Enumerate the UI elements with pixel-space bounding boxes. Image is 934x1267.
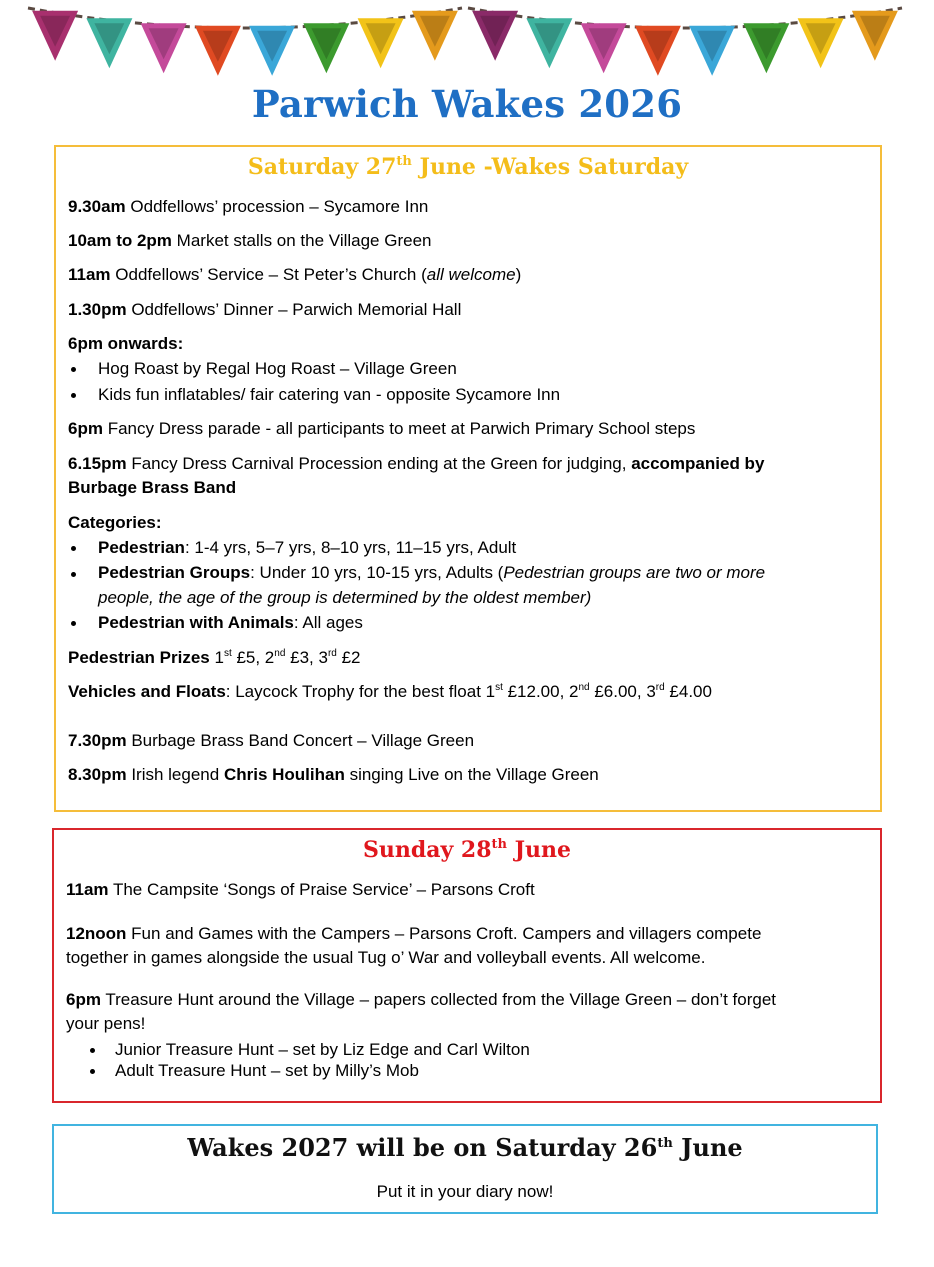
bunting-flag (526, 18, 572, 68)
schedule-item-treasure-hunt: 6pm Treasure Hunt around the Village – papers collected from the Village Green – don’t forget (66, 990, 777, 1009)
schedule-item-procession: 9.30am Oddfellows’ procession – Sycamore Inn (68, 197, 429, 216)
sunday-section (52, 828, 882, 1103)
bunting-flag (249, 26, 295, 76)
bunting-flag (412, 11, 458, 61)
bullet-icon (71, 546, 76, 551)
schedule-item-fun-games: 12noon Fun and Games with the Campers – Parsons Croft. Campers and villagers compete (66, 924, 762, 943)
bunting-flag (86, 18, 132, 68)
list-item: Hog Roast by Regal Hog Roast – Village Green (98, 359, 457, 378)
list-item: Kids fun inflatables/ fair catering van - opposite Sycamore Inn (98, 385, 561, 404)
schedule-item-songs-of-praise: 11am The Campsite ‘Songs of Praise Service’ – Parsons Croft (66, 880, 535, 899)
schedule-item-singer: 8.30pm Irish legend Chris Houlihan singing Live on the Village Green (68, 765, 599, 784)
bullet-icon (71, 393, 76, 398)
categories-heading: Categories: (68, 513, 162, 532)
bunting-flag (303, 23, 349, 73)
bullet-icon (90, 1048, 95, 1053)
bunting-flag (472, 11, 518, 61)
bunting-flag (32, 11, 78, 61)
list-item: Pedestrian: 1-4 yrs, 5–7 yrs, 8–10 yrs, 11–15 yrs, Adult (98, 538, 517, 557)
next-year-section (52, 1124, 878, 1214)
list-item: Adult Treasure Hunt – set by Milly’s Mob (115, 1061, 419, 1080)
schedule-item-market: 10am to 2pm Market stalls on the Village Green (68, 231, 432, 250)
bunting-decoration (0, 0, 934, 92)
schedule-item-treasure-hunt-cont: your pens! (66, 1014, 146, 1033)
next-year-title: Wakes 2027 will be on Saturday 26th June (187, 1133, 743, 1162)
bullet-icon (71, 572, 76, 577)
schedule-item-fun-games-cont: together in games alongside the usual Tug o’ War and volleyball events. All welcome. (66, 948, 706, 967)
page-title: Parwich Wakes 2026 (251, 82, 683, 126)
sunday-title: Sunday 28th June (362, 837, 572, 863)
bullet-icon (90, 1069, 95, 1074)
schedule-item-evening-heading: 6pm onwards: (68, 334, 184, 353)
list-item: Junior Treasure Hunt – set by Liz Edge and Carl Wilton (115, 1040, 530, 1059)
vehicles-floats-prizes: Vehicles and Floats: Laycock Trophy for the best float 1st £12.00, 2nd £6.00, 3rd £4.00 (68, 682, 712, 701)
schedule-item-carnival: 6.15pm Fancy Dress Carnival Procession ending at the Green for judging, accompanied by (68, 454, 765, 473)
schedule-item-dinner: 1.30pm Oddfellows’ Dinner – Parwich Memorial Hall (68, 300, 462, 319)
bullet-icon (71, 367, 76, 372)
schedule-item-fancy-dress: 6pm Fancy Dress parade - all participants to meet at Parwich Primary School steps (68, 419, 696, 438)
list-item: Pedestrian Groups: Under 10 yrs, 10-15 yrs, Adults (Pedestrian groups are two or more (98, 563, 766, 582)
bunting-flag (581, 23, 627, 73)
diary-note: Put it in your diary now! (376, 1182, 554, 1201)
schedule-item-carnival-cont: Burbage Brass Band (68, 478, 237, 497)
saturday-section (54, 145, 882, 812)
schedule-item-service: 11am Oddfellows’ Service – St Peter’s Church (all welcome) (68, 265, 522, 284)
bunting-flag (635, 26, 681, 76)
bunting-flag (798, 18, 844, 68)
bunting-flag (743, 23, 789, 73)
saturday-title: Saturday 27th June -Wakes Saturday (247, 154, 689, 180)
bunting-flag (358, 18, 404, 68)
bullet-icon (71, 621, 76, 626)
pedestrian-prizes: Pedestrian Prizes 1st £5, 2nd £3, 3rd £2 (68, 648, 361, 667)
list-item: Pedestrian with Animals: All ages (98, 613, 363, 632)
bunting-flag (689, 26, 735, 76)
bunting-flag (852, 11, 898, 61)
schedule-item-concert: 7.30pm Burbage Brass Band Concert – Village Green (68, 731, 475, 750)
bunting-flag (141, 23, 187, 73)
list-item-cont: people, the age of the group is determined by the oldest member) (98, 588, 592, 607)
bunting-flag (195, 26, 241, 76)
